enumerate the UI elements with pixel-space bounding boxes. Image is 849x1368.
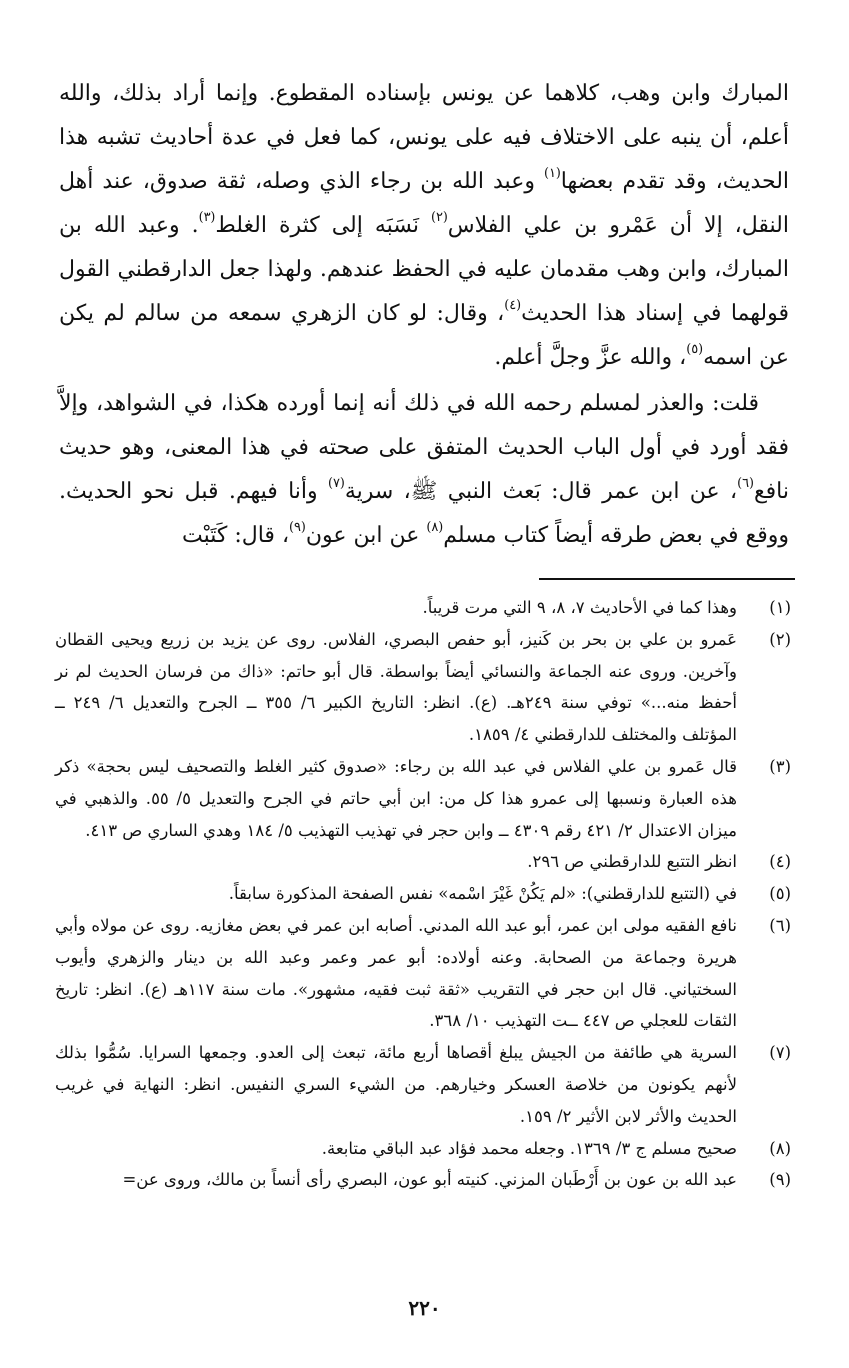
footnote-text: عبد الله بن عون بن أَرْطَبان المزني. كنيته أبو عون، البصري رأى أنساً بن مالك، وروى عن= [122,1170,737,1190]
footnote-ref-1: (١) [543,166,561,182]
footnote-number: (٩) [769,1170,791,1190]
footnote-ref-9: (٩) [289,520,306,536]
footnote-ref-3: (٣) [198,210,216,226]
footnote-text: قال عَمرو بن علي الفلاس في عبد الله بن رجاء: «صدوق كثير الغلط والتصحيف ليس بحجة» ذكر هذه العبارة ونسبها إلى عمرو هذا كل من: ابن أبي حاتم في الجرح والتعديل ٥/ ٥٥. والذهبي في ميزان الاعتدال ٢/ ٤٢١ رقم ٤٣٠٩ ــ وابن حجر في تهذيب التهذيب ٥/ ١٨٤ وهدي الساري ص ٤١٣. [55,756,737,840]
footnote-text: في (التتبع للدارقطني): «لم يَكُنْ غَيْرَ اسْمه» نفس الصفحة المذكورة سابقاً. [228,884,737,904]
page-number: ٢٢٠ [408,1296,441,1320]
footnote-4 [55,846,791,878]
footnote-number: (٢) [769,629,791,649]
footnote-9 [55,1164,791,1196]
footnote-ref-6: (٦) [737,476,754,492]
footnote-8 [55,1133,791,1165]
footnote-number: (٣) [769,756,791,776]
footnote-1 [55,592,791,624]
text-run: قلت: والعذر لمسلم رحمه الله في ذلك أنه إنما أورده هكذا، في الشواهد، وإلاَّ فقد أورد في أول الباب الحديث المتفق على صحته في هذا المعنى، وهو حديث نافع [59,391,789,504]
footnote-number: (٦) [769,915,791,935]
text-run: ، والله عزَّ وجلَّ أعلم. [494,345,687,370]
footnote-3 [55,751,791,846]
footnote-number: (٤) [769,852,791,872]
footnote-text: صحيح مسلم ج ٣/ ١٣٦٩. وجعله محمد فؤاد عبد الباقي متابعة. [321,1138,737,1158]
footnote-separator [539,578,795,580]
footnote-number: (٨) [769,1138,791,1158]
footnote-text: السرية هي طائفة من الجيش يبلغ أقصاها أربع مائة، تبعث إلى العدو. وجمعها السرايا. سُمُّوا بذلك لأنهم يكونون من خلاصة العسكر وخيارهم. من الشيء السري النفيس. انظر: النهاية في غريب الحديث والأثر لابن الأثير ٢/ ١٥٩. [55,1043,737,1126]
text-run: نَسَبَه إلى كثرة الغلط [215,213,431,238]
footnote-number: (٧) [769,1043,791,1063]
main-paragraph-2 [59,382,789,558]
text-run: وأنا فيهم. قبل نحو الحديث. ووقع في بعض طرقه أيضاً كتاب مسلم [59,479,789,548]
text-run: . وعبد الله بن المبارك، وابن وهب مقدمان عليه في الحفظ عندهم. ولهذا جعل الدارقطني القول قولهما في إسناد هذا الحديث [59,213,789,326]
footnote-5 [55,878,791,910]
footnote-ref-8: (٨) [426,520,444,536]
text-run: ، وقال: لو كان الزهري سمعه من سالم لم يكن عن اسمه [59,301,789,370]
footnote-number: (١) [769,598,791,617]
footnote-number: (٥) [769,884,791,904]
footnote-6 [55,910,791,1037]
footnote-7 [55,1037,791,1132]
footnote-ref-4: (٤) [504,298,522,314]
footnote-ref-7: (٧) [328,476,345,492]
footnote-ref-5: (٥) [686,342,704,358]
text-run: ، قال: كَتَبْت [181,523,290,548]
footnote-text: وهذا كما في الأحاديث ٧، ٨، ٩ التي مرت قريباً. [422,598,737,617]
text-run: وعبد الله بن رجاء الذي وصله، ثقة صدوق، عند أهل النقل، إلا أن عَمْرو بن علي الفلاس [59,169,789,238]
main-text [59,72,789,558]
footnote-2 [55,624,791,751]
footnotes-section [55,592,791,1196]
text-run: ، عن ابن عمر قال: بَعث النبي ﷺ، سرية [344,479,738,504]
footnote-ref-2: (٢) [430,210,448,226]
footnote-text: عَمرو بن علي بن بحر بن كَنيز، أبو حفص البصري، الفلاس. روى عن يزيد بن زريع ويحيى القطان وآخرين. وروى عنه الجماعة والنسائي أيضاً بواسطة. قال أبو حاتم: «ذاك من فرسان الحديث لم نر أحفظ منه...» توفي سنة ٢٤٩هـ. (ع). انظر: التاريخ الكبير ٦/ ٣٥٥ ــ الجرح والتعديل ٦/ ٢٤٩ ــ المؤتلف والمختلف للدارقطني ٤/ ١٨٥٩. [55,629,737,745]
main-paragraph-1 [59,72,789,380]
text-run: عن ابن عون [305,523,427,548]
footnote-text: نافع الفقيه مولى ابن عمر، أبو عبد الله المدني. أصابه ابن عمر في بعض مغازيه. روى عن مولاه وأبي هريرة وجماعة من الصحابة. وعنه أولاده: أبو عمر وعمر وعبد الله بن دينار والزهري وأيوب السختياني. قال ابن حجر في التقريب «ثقة ثبت فقيه، مشهور». مات سنة ١١٧هـ (ع). انظر: تاريخ الثقات للعجلي ص ٤٤٧ ــت التهذيب ١٠/ ٣٦٨. [55,915,737,1031]
text-run: المبارك وابن وهب، كلاهما عن يونس بإسناده المقطوع. وإنما أراد بذلك، والله أعلم، أن ينبه على الاختلاف فيه على يونس، كما فعل في عدة أحاديث تشبه هذا الحديث، وقد تقدم بعضها [59,81,790,194]
footnote-text: انظر التتبع للدارقطني ص ٢٩٦. [527,852,737,872]
